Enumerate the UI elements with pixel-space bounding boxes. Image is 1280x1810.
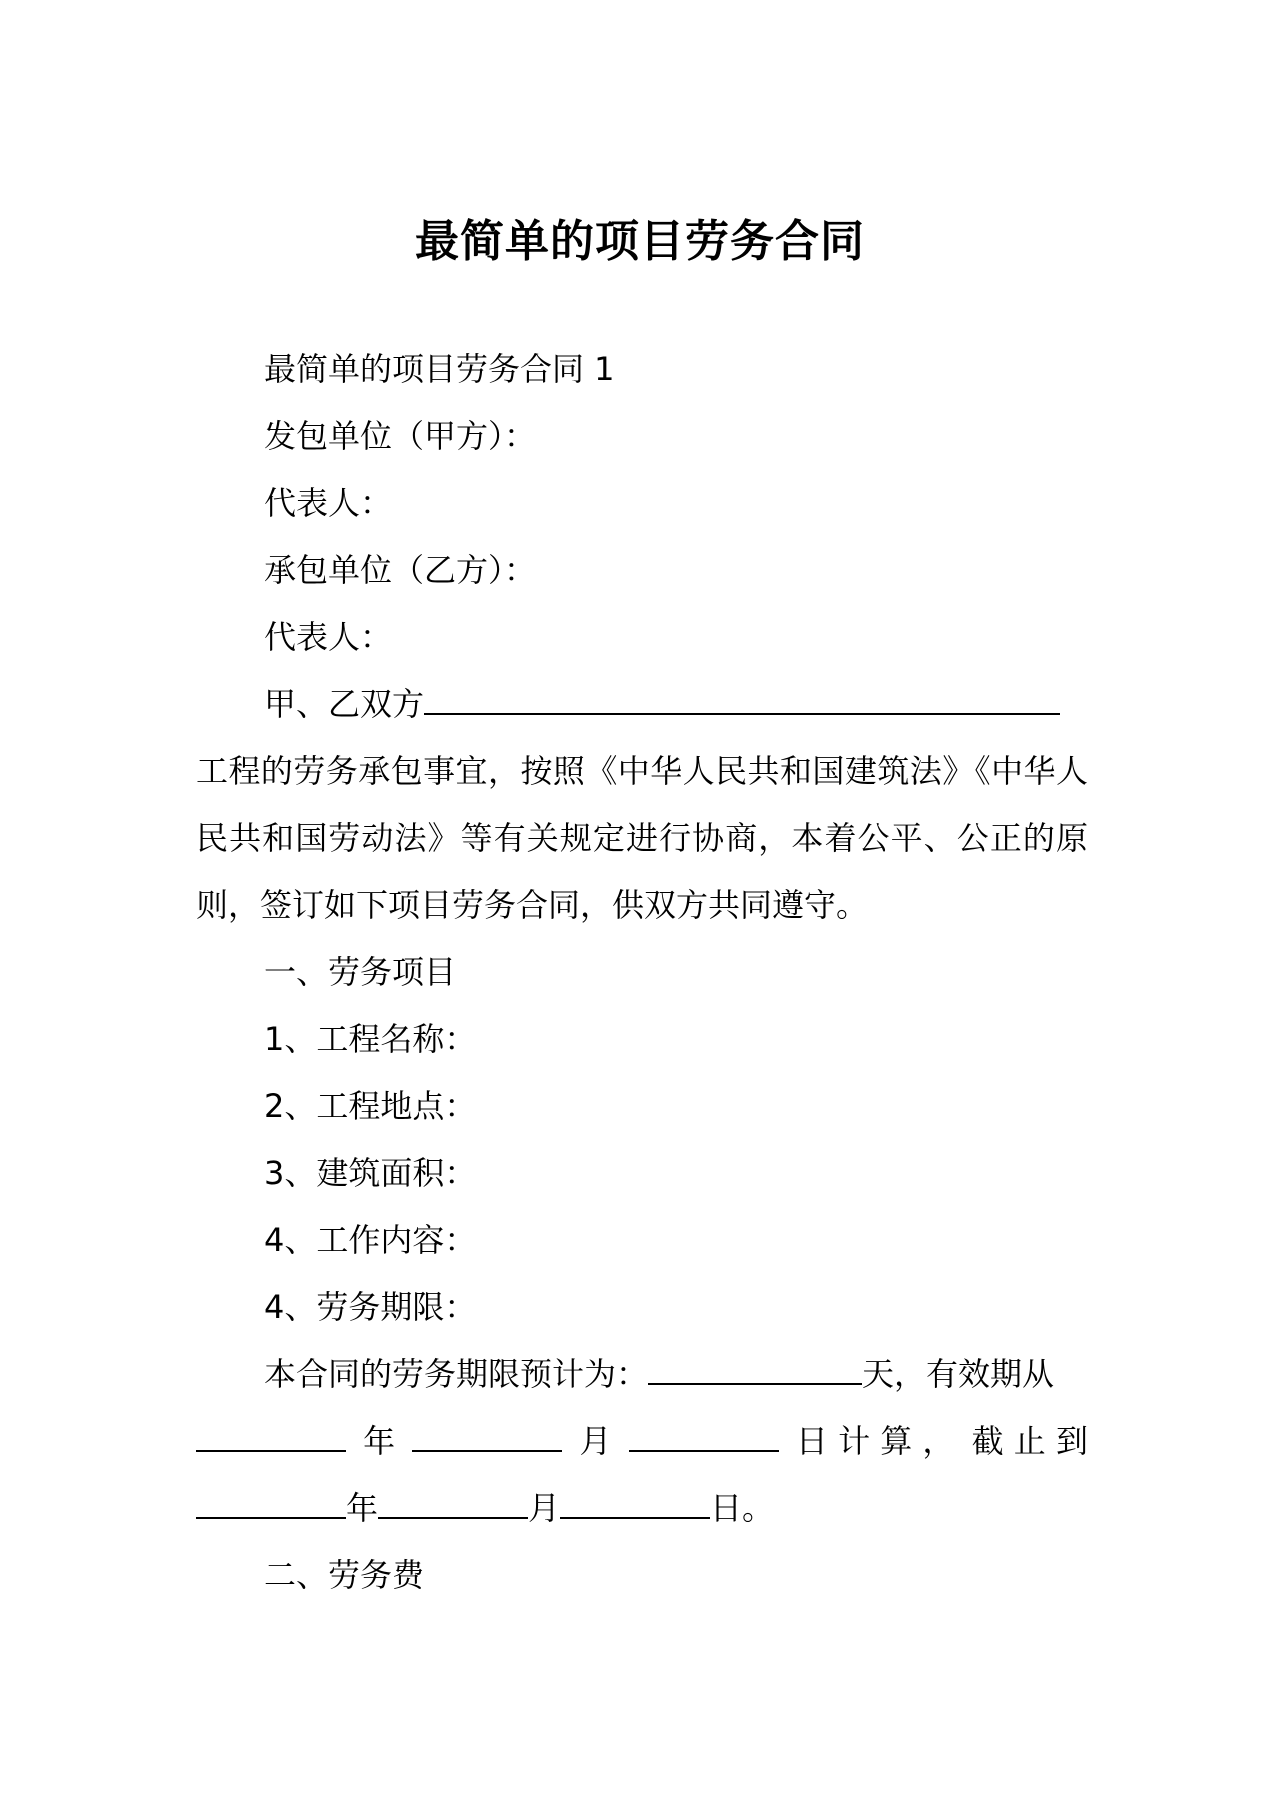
end-day-blank — [560, 1483, 710, 1519]
item-labor-term: 4、劳务期限： — [264, 1288, 477, 1326]
term-days-blank — [648, 1349, 862, 1385]
document-title: 最简单的项目劳务合同 — [415, 216, 865, 267]
contract-subtitle: 最简单的项目劳务合同 1 — [264, 350, 615, 388]
term-line-1 — [196, 1341, 1088, 1408]
term-line-2 — [196, 1408, 1088, 1475]
project-name-blank — [424, 679, 1060, 715]
start-month-label: 月 — [579, 1422, 612, 1460]
intro-paragraph: 工程的劳务承包事宜，按照《中华人民共和国建筑法》《中华人民共和国劳动法》等有关规定进行协商，本着公平、公正的原则，签订如下项目劳务合同，供双方共同遵守。 — [196, 752, 1088, 924]
document-body — [196, 336, 1088, 1609]
term-days-suffix: 天，有效期从 — [862, 1355, 1055, 1393]
item-work-content: 4、工作内容： — [264, 1221, 477, 1259]
item-project-location: 2、工程地点： — [264, 1087, 477, 1125]
start-year-label: 年 — [363, 1422, 396, 1460]
section-2-heading: 二、劳务费 — [264, 1556, 425, 1594]
intro-first-line — [196, 671, 1088, 738]
end-year-blank — [196, 1483, 346, 1519]
section-1-heading: 一、劳务项目 — [264, 953, 457, 991]
until-label: 截 止 到 — [971, 1422, 1088, 1460]
start-month-blank — [412, 1416, 562, 1452]
item-building-area: 3、建筑面积： — [264, 1154, 477, 1192]
party-a-representative: 代表人： — [264, 484, 393, 522]
term-line-3 — [196, 1475, 1088, 1542]
term-text-start: 本合同的劳务期限预计为： — [264, 1355, 649, 1393]
party-b-unit: 承包单位（乙方）： — [264, 551, 537, 589]
end-month-label: 月 — [528, 1489, 561, 1527]
end-year-label: 年 — [346, 1489, 379, 1527]
end-day-label: 日。 — [710, 1489, 775, 1527]
start-year-blank — [196, 1416, 346, 1452]
item-project-name: 1、工程名称： — [264, 1020, 477, 1058]
start-day-blank — [629, 1416, 779, 1452]
party-a-unit: 发包单位（甲方）： — [264, 417, 537, 455]
intro-start-text: 甲、乙双方 — [264, 685, 425, 723]
end-month-blank — [378, 1483, 528, 1519]
start-day-calc-label: 日 计 算 ， — [795, 1422, 955, 1460]
party-b-representative: 代表人： — [264, 618, 393, 656]
